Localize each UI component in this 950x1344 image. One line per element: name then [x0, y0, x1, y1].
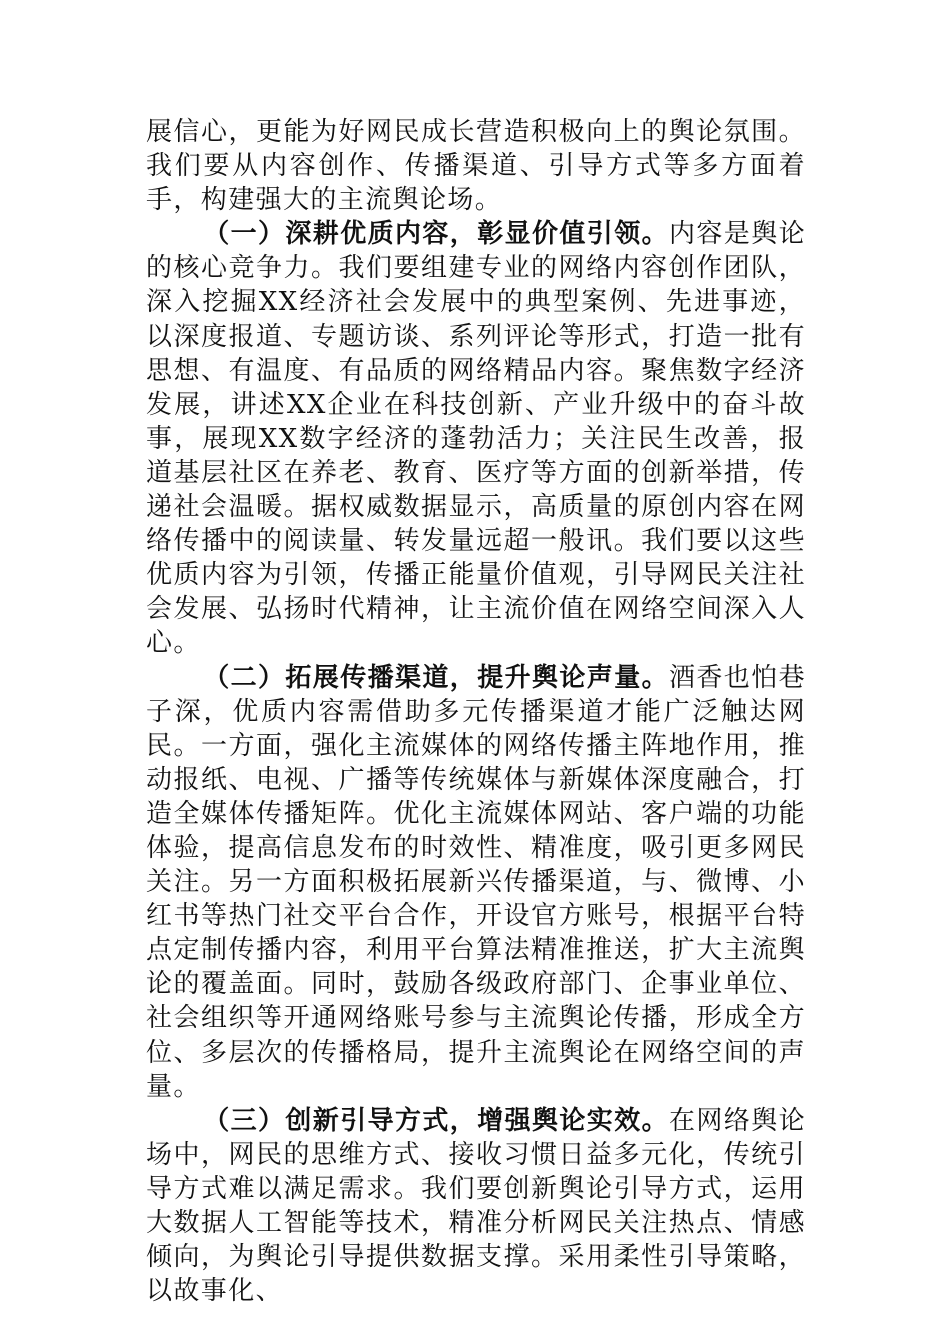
paragraph-section-1: [146, 217, 806, 660]
paragraph-continuation: [146, 115, 806, 217]
document-body: [146, 115, 806, 1308]
section-heading: （三）创新引导方式，增强舆论实效。: [203, 1105, 669, 1136]
section-heading: （二）拓展传播渠道，提升舆论声量。: [203, 662, 669, 693]
section-heading: （一）深耕优质内容，彰显价值引领。: [203, 219, 669, 250]
paragraph-body: 酒香也怕巷子深，优质内容需借助多元传播渠道才能广泛触达网民。一方面，强化主流媒体的网络传播主阵地作用，推动报纸、电视、广播等传统媒体与新媒体深度融合，打造全媒体传播矩阵。优化主流媒体网站、客户端的功能体验，提高信息发布的时效性、精准度，吸引更多网民关注。另一方面积极拓展新兴传播渠道，与、微博、小红书等热门社交平台合作，开设官方账号，根据平台特点定制传播内容，利用平台算法精准推送，扩大主流舆论的覆盖面。同时，鼓励各级政府部门、企事业单位、社会组织等开通网络账号参与主流舆论传播，形成全方位、多层次的传播格局，提升主流舆论在网络空间的声量。: [146, 662, 807, 1102]
paragraph-body: 在网络舆论场中，网民的思维方式、接收习惯日益多元化，传统引导方式难以满足需求。我们要创新舆论引导方式，运用大数据人工智能等技术，精准分析网民关注热点、情感倾向，为舆论引导提供数据支撑。采用柔性引导策略，以故事化、: [146, 1105, 807, 1307]
paragraph-section-2: [146, 661, 806, 1104]
paragraph-body: 内容是舆论的核心竞争力。我们要组建专业的网络内容创作团队，深入挖掘XX经济社会发展中的典型案例、先进事迹，以深度报道、专题访谈、系列评论等形式，打造一批有思想、有温度、有品质的网络精品内容。聚焦数字经济发展，讲述XX企业在科技创新、产业升级中的奋斗故事，展现XX数字经济的蓬勃活力；关注民生改善，报道基层社区在养老、教育、医疗等方面的创新举措，传递社会温暖。据权威数据显示，高质量的原创内容在网络传播中的阅读量、转发量远超一般讯。我们要以这些优质内容为引领，传播正能量价值观，引导网民关注社会发展、弘扬时代精神，让主流价值在网络空间深入人心。: [146, 219, 807, 659]
paragraph-section-3: [146, 1104, 806, 1309]
paragraph-body: 展信心，更能为好网民成长营造积极向上的舆论氛围。我们要从内容创作、传播渠道、引导方式等多方面着手，构建强大的主流舆论场。: [146, 117, 806, 216]
